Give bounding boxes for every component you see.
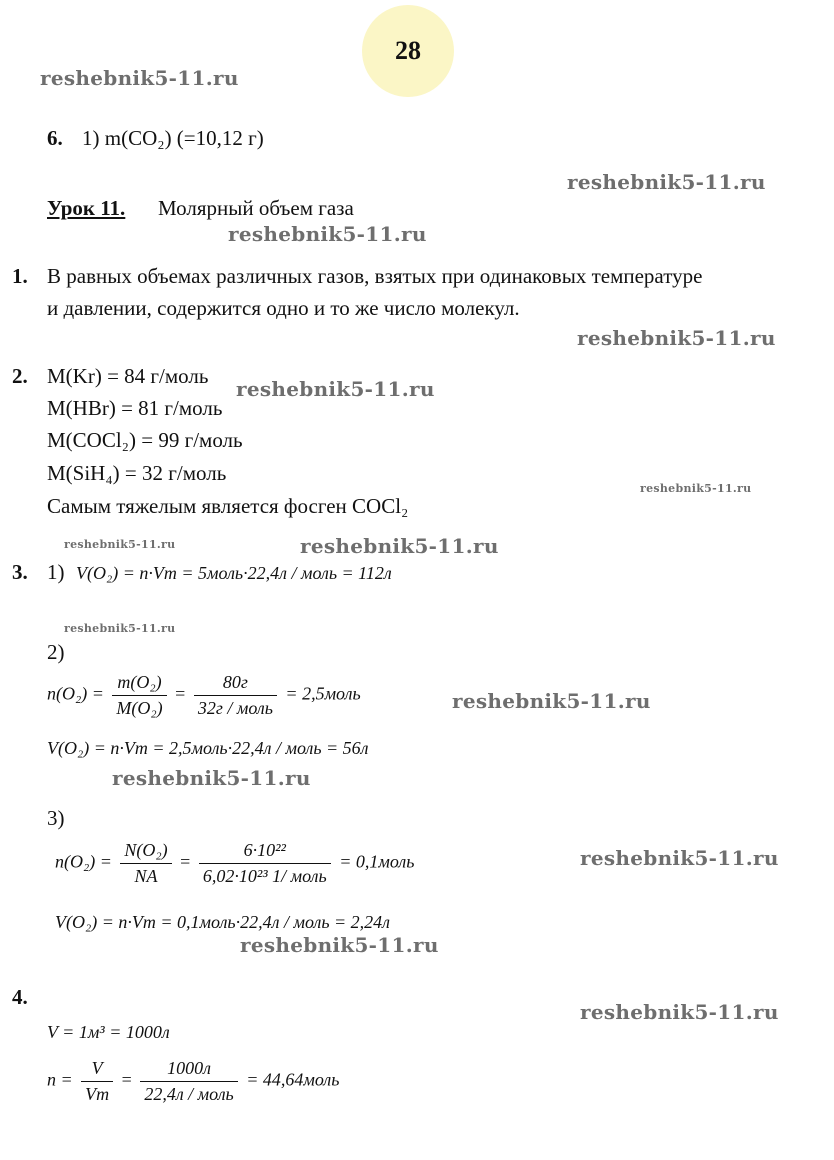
numerator: 1000л — [140, 1058, 237, 1082]
fraction — [194, 672, 277, 719]
numerator: V — [81, 1058, 113, 1082]
q2-line: M(Kr) = 84 г/моль — [47, 364, 209, 388]
denominator: M(O₂) — [116, 698, 163, 718]
eq-lhs: n(O₂) = — [47, 683, 104, 704]
watermark: reshebnik5-11.ru — [577, 326, 776, 350]
q2-line: M(SiH₄) = 32 г/моль — [47, 461, 227, 485]
watermark: reshebnik5-11.ru — [64, 538, 176, 551]
numerator: N(O₂) — [120, 840, 171, 864]
q3-part3-v-equation: V(O₂) = n·Vm = 0,1моль·22,4л / моль = 2,24л — [55, 912, 391, 932]
numerator: 80г — [194, 672, 277, 696]
q2-conclusion: Самым тяжелым является фосген COCl₂ — [47, 494, 409, 518]
item6-text: 1) m(CO₂) (=10,12 г) — [82, 126, 264, 150]
watermark: reshebnik5-11.ru — [40, 66, 239, 90]
eq-result: = 44,64моль — [246, 1069, 340, 1090]
q4-number: 4. — [12, 985, 28, 1009]
q3-part2-v-equation: V(O₂) = n·Vm = 2,5моль·22,4л / моль = 56л — [47, 738, 369, 758]
q4-n-equation: n = $\frac{V}{Vm}$ = $\frac{1000л}{\text{22,4л / моль}}$ = 44,64моль — [47, 1058, 340, 1104]
q2-line: M(HBr) = 81 г/моль — [47, 396, 223, 420]
denominator: 32г / моль — [197, 698, 273, 718]
q3-part3-n-equation: n(O₂) = $\frac{\text{N(O₂)}}{NA}$ = $\frac{\text{6·10²²}}{\text{6,02·10²³ 1/ моль}}$ = 0,1моль — [55, 840, 415, 886]
q3-part1-equation: V(O₂) = n·Vm = 5моль·22,4л / моль = 112л — [76, 563, 392, 583]
watermark: reshebnik5-11.ru — [580, 846, 779, 870]
watermark: reshebnik5-11.ru — [452, 689, 651, 713]
watermark: reshebnik5-11.ru — [240, 933, 439, 957]
eq-result: = 2,5моль — [285, 683, 361, 704]
lesson-title: Урок 11. — [47, 196, 126, 220]
fraction — [81, 1058, 113, 1105]
q3-part2-n-equation: n(O₂) = $\frac{\text{m(O₂)}}{\text{M(O₂)}}$ = $\frac{80г}{\text{32г / моль}}$ = 2,5моль — [47, 672, 361, 718]
q2-number: 2. — [12, 364, 28, 388]
lesson-subtitle: Молярный объем газа — [158, 196, 354, 220]
item6-number: 6. — [47, 126, 63, 150]
watermark: reshebnik5-11.ru — [580, 1000, 779, 1024]
q3-part1-label: 1) — [47, 560, 65, 584]
fraction — [199, 840, 331, 887]
q1-line1: В равных объемах различных газов, взятых при одинаковых температуре — [47, 264, 703, 288]
eq-lhs: n(O₂) = — [55, 851, 112, 872]
numerator: m(O₂) — [112, 672, 166, 696]
q4-v-equation: V = 1м³ = 1000л — [47, 1022, 170, 1042]
q3-part3-label: 3) — [47, 806, 65, 830]
page-number: 28 — [395, 36, 421, 65]
denominator: 22,4л / моль — [144, 1084, 234, 1104]
fraction — [120, 840, 171, 887]
fraction — [140, 1058, 237, 1105]
eq-result: = 0,1моль — [339, 851, 415, 872]
q2-line: M(COCl₂) = 99 г/моль — [47, 428, 243, 452]
q1-line2: и давлении, содержится одно и то же число молекул. — [47, 296, 520, 320]
watermark: reshebnik5-11.ru — [236, 377, 435, 401]
q3-part2-label: 2) — [47, 640, 65, 664]
numerator: 6·10²² — [199, 840, 331, 864]
watermark: reshebnik5-11.ru — [64, 622, 176, 635]
q3-number: 3. — [12, 560, 28, 584]
fraction — [112, 672, 166, 719]
watermark: reshebnik5-11.ru — [300, 534, 499, 558]
denominator: NA — [134, 866, 158, 886]
watermark: reshebnik5-11.ru — [112, 766, 311, 790]
watermark: reshebnik5-11.ru — [640, 482, 752, 495]
q1-number: 1. — [12, 264, 28, 288]
eq-lhs: n = — [47, 1069, 73, 1090]
watermark: reshebnik5-11.ru — [228, 222, 427, 246]
denominator: 6,02·10²³ 1/ моль — [202, 866, 327, 886]
watermark: reshebnik5-11.ru — [567, 170, 766, 194]
denominator: Vm — [85, 1084, 110, 1104]
